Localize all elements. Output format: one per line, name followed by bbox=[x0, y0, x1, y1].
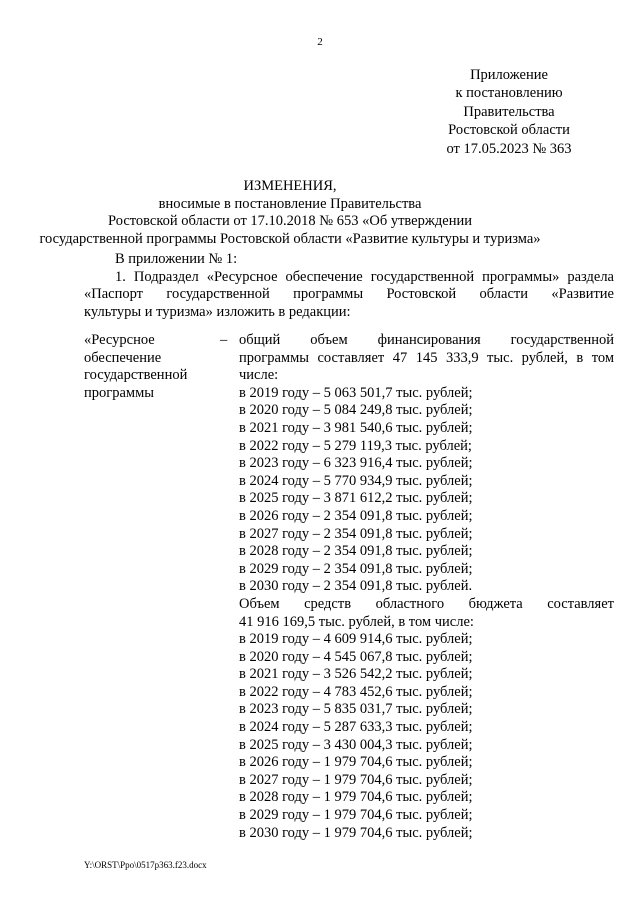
total-year-item: в 2020 году – 5 084 249,8 тыс. рублей; bbox=[239, 402, 473, 419]
regional-year-item: в 2028 году – 1 979 704,6 тыс. рублей; bbox=[239, 789, 473, 806]
regional-year-item: в 2020 году – 4 545 067,8 тыс. рублей; bbox=[239, 648, 473, 665]
appendix-line: Ростовской области bbox=[448, 122, 570, 139]
total-year-item: в 2024 году – 5 770 934,9 тыс. рублей; bbox=[239, 472, 473, 489]
regional-year-item: в 2023 году – 5 835 031,7 тыс. рублей; bbox=[239, 701, 473, 718]
title-line: Ростовской области от 17.10.2018 № 653 «Об утверждении bbox=[108, 213, 472, 229]
total-year-item: в 2027 году – 2 354 091,8 тыс. рублей; bbox=[239, 525, 473, 542]
regional-year-item: в 2019 году – 4 609 914,6 тыс. рублей; bbox=[239, 631, 473, 648]
regional-year-item: в 2021 году – 3 526 542,2 тыс. рублей; bbox=[239, 666, 473, 683]
total-funding-line-1: общий объем финансирования государственной bbox=[239, 332, 614, 348]
total-funding-line-3: числе: bbox=[239, 367, 279, 384]
regional-year-item: в 2026 году – 1 979 704,6 тыс. рублей; bbox=[239, 754, 473, 771]
regional-year-item: в 2027 году – 1 979 704,6 тыс. рублей; bbox=[239, 771, 473, 788]
regional-year-item: в 2022 году – 4 783 452,6 тыс. рублей; bbox=[239, 683, 473, 700]
resources-content bbox=[239, 332, 614, 842]
appendix-block bbox=[430, 66, 588, 158]
appendix-line: от 17.05.2023 № 363 bbox=[446, 140, 572, 157]
total-year-item: в 2030 году – 2 354 091,8 тыс. рублей. bbox=[239, 578, 473, 595]
resources-label: «Ресурсное обеспечение государственной программы bbox=[84, 332, 188, 401]
regional-year-item: в 2024 году – 5 287 633,3 тыс. рублей; bbox=[239, 719, 473, 736]
appendix-line: Правительства bbox=[463, 103, 555, 120]
total-year-item: в 2022 году – 5 279 119,3 тыс. рублей; bbox=[239, 437, 472, 454]
total-year-item: в 2021 году – 3 981 540,6 тыс. рублей; bbox=[239, 419, 473, 436]
total-year-item: в 2028 году – 2 354 091,8 тыс. рублей; bbox=[239, 543, 473, 560]
regional-year-item: в 2029 году – 1 979 704,6 тыс. рублей; bbox=[239, 807, 473, 824]
appendix-line: Приложение bbox=[470, 67, 548, 83]
title-heading: ИЗМЕНЕНИЯ, bbox=[243, 178, 337, 194]
resources-dash: – bbox=[220, 332, 228, 348]
intro-paragraph-2-end: культуры и туризма» изложить в редакции: bbox=[84, 303, 351, 320]
appendix-line: к постановлению bbox=[455, 85, 563, 102]
intro-paragraph-2: 1. Подраздел «Ресурсное обеспечение государственной программы» раздела «Паспорт государственной программы Ростовской области «Развитие bbox=[84, 268, 614, 303]
total-funding-line-2: программы составляет 47 145 333,9 тыс. рублей, в том bbox=[239, 349, 614, 366]
regional-funding-line-1: Объем средств областного бюджета составляет bbox=[239, 595, 614, 612]
regional-year-item: в 2025 году – 3 430 004,3 тыс. рублей; bbox=[239, 736, 473, 753]
title-line: вносимые в постановление Правительства bbox=[158, 195, 422, 212]
file-path-footer: Y:\ORST\Ppo\0517p363.f23.docx bbox=[84, 860, 207, 870]
total-year-item: в 2019 году – 5 063 501,7 тыс. рублей; bbox=[239, 384, 473, 401]
total-year-item: в 2029 году – 2 354 091,8 тыс. рублей; bbox=[239, 560, 473, 577]
total-year-item: в 2025 году – 3 871 612,2 тыс. рублей; bbox=[239, 490, 473, 507]
intro-paragraph-1: В приложении № 1: bbox=[115, 251, 238, 267]
document-title bbox=[39, 178, 640, 248]
page-number: 2 bbox=[317, 36, 323, 48]
total-year-item: в 2026 году – 2 354 091,8 тыс. рублей; bbox=[239, 507, 473, 524]
regional-funding-line-2: 41 916 169,5 тыс. рублей, в том числе: bbox=[239, 613, 474, 630]
title-line: государственной программы Ростовской области «Развитие культуры и туризма» bbox=[39, 230, 541, 247]
regional-year-item: в 2030 году – 1 979 704,6 тыс. рублей; bbox=[239, 824, 473, 841]
intro-text bbox=[84, 251, 614, 321]
total-year-item: в 2023 году – 6 323 916,4 тыс. рублей; bbox=[239, 455, 473, 472]
